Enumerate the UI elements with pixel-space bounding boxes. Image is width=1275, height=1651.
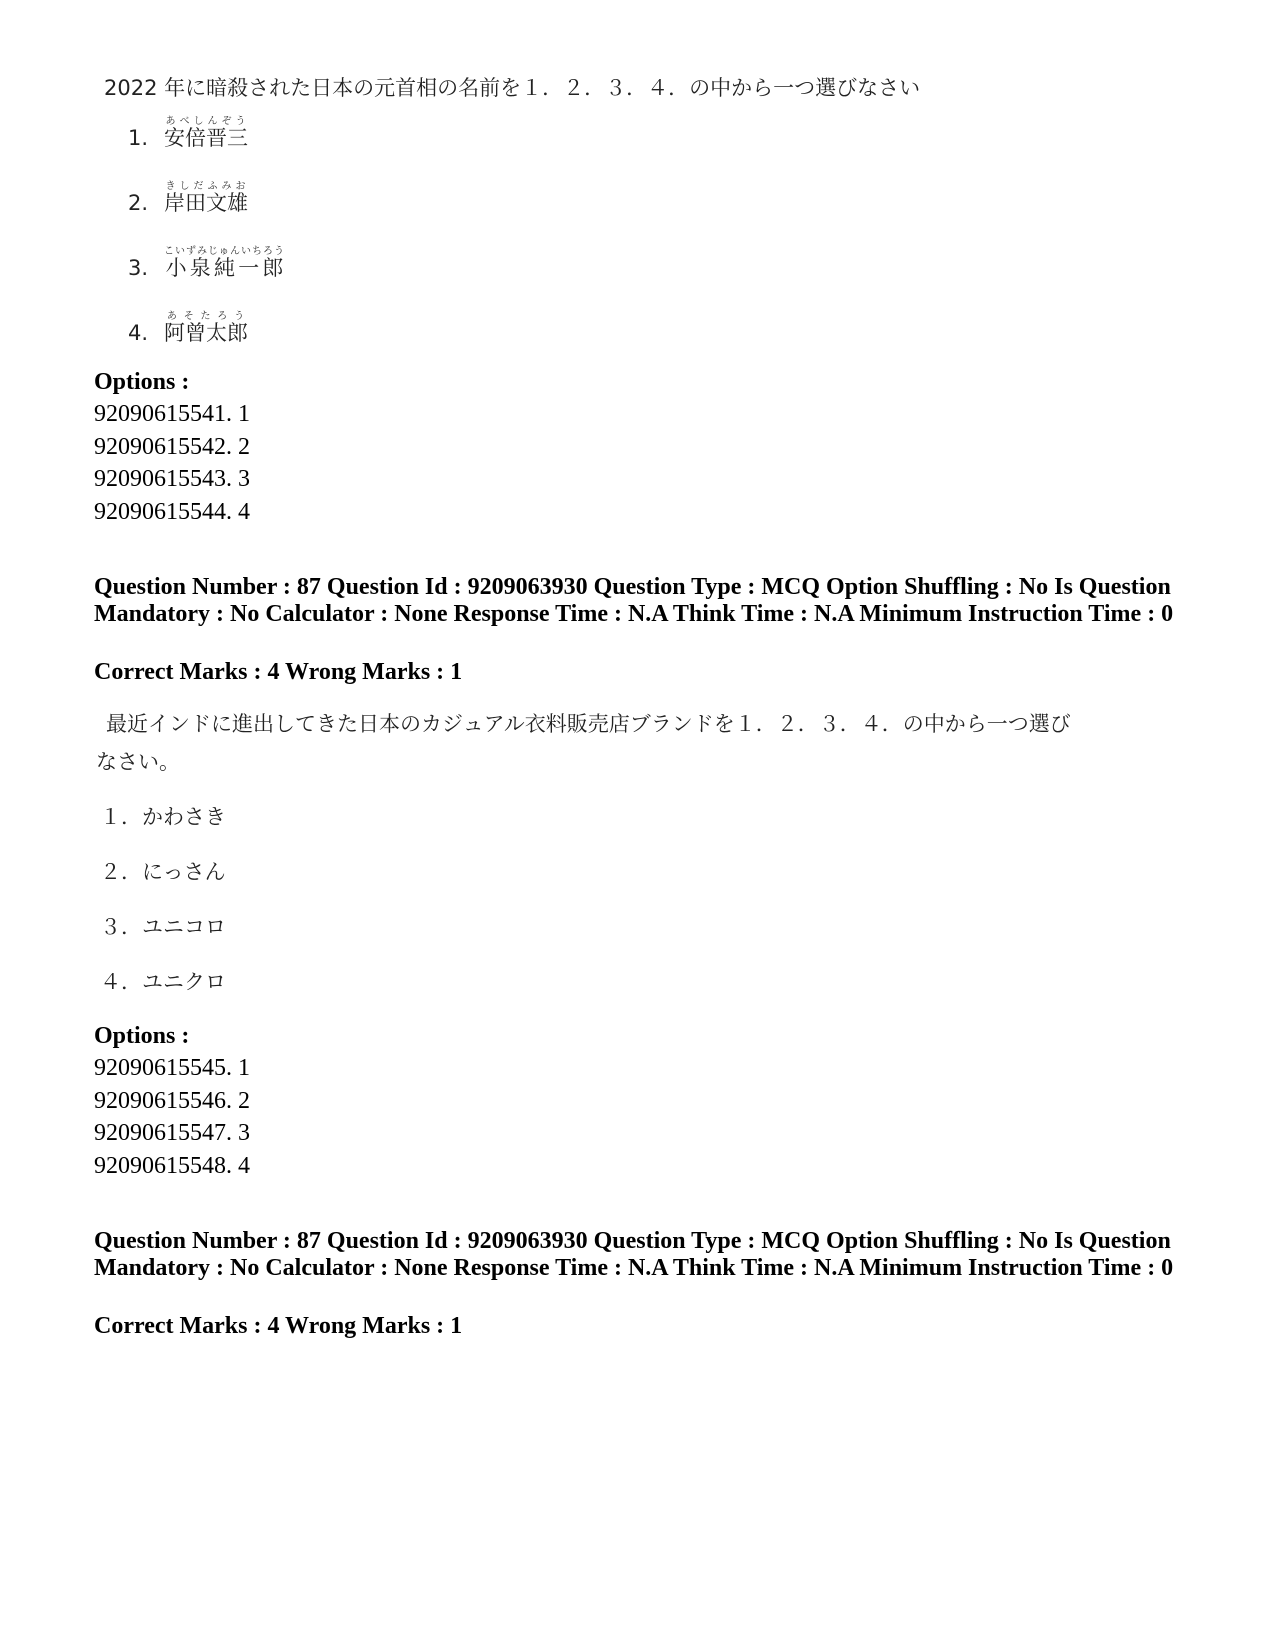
options-label-1: Options : — [94, 369, 190, 395]
choice-number: 2. — [128, 191, 149, 215]
question-marks-3: Correct Marks : 4 Wrong Marks : 1 — [94, 1313, 463, 1339]
choice-1 — [128, 116, 248, 152]
question-text-2-line2: なさい。 — [96, 750, 180, 774]
options-label-2: Options : — [94, 1023, 190, 1049]
choice-number: 4. — [128, 321, 149, 345]
option-item: 92090615546. 2 — [94, 1088, 250, 1114]
choice-number: 3. — [128, 256, 149, 280]
choice-item: ４．ユニクロ — [100, 970, 226, 994]
choice-item: １．かわさき — [100, 805, 226, 829]
option-item: 92090615547. 3 — [94, 1120, 250, 1146]
choice-name: 安倍晋三あべしんぞう — [164, 116, 248, 150]
option-item: 92090615548. 4 — [94, 1153, 250, 1179]
question-text-2-line1: 最近インドに進出してきた日本のカジュアル衣料販売店ブランドを１．２．３．４．の中から一つ選び — [106, 712, 1071, 736]
question-marks-2: Correct Marks : 4 Wrong Marks : 1 — [94, 659, 463, 685]
option-item: 92090615543. 3 — [94, 466, 250, 492]
question-text-1: 2022 年に暗殺された日本の元首相の名前を１．２．３．４．の中から一つ選びなさい — [104, 76, 921, 100]
choice-item: ２．にっさん — [100, 860, 226, 884]
option-item: 92090615542. 2 — [94, 434, 250, 460]
question-meta-2: Question Number : 87 Question Id : 9209063930 Question Type : MCQ Option Shuffling : No Is Question Mandatory : No Calculator : None Response Time : N.A Think Time : N.A Minimum Instruction Time : 0 — [94, 574, 1174, 627]
choice-3 — [128, 246, 285, 282]
option-item: 92090615541. 1 — [94, 401, 250, 427]
choice-name: 小泉純一郎こいずみじゅんいちろう — [164, 246, 285, 280]
question-meta-3: Question Number : 87 Question Id : 9209063930 Question Type : MCQ Option Shuffling : No Is Question Mandatory : No Calculator : None Response Time : N.A Think Time : N.A Minimum Instruction Time : 0 — [94, 1228, 1174, 1281]
option-item: 92090615544. 4 — [94, 499, 250, 525]
option-item: 92090615545. 1 — [94, 1055, 250, 1081]
choice-item: ３．ユニコロ — [100, 915, 226, 939]
choice-number: 1. — [128, 126, 149, 150]
choice-4 — [128, 311, 248, 347]
choice-name: 岸田文雄きしだふみお — [164, 181, 248, 215]
choice-2 — [128, 181, 248, 217]
choice-name: 阿曾太郎あそたろう — [164, 311, 248, 345]
